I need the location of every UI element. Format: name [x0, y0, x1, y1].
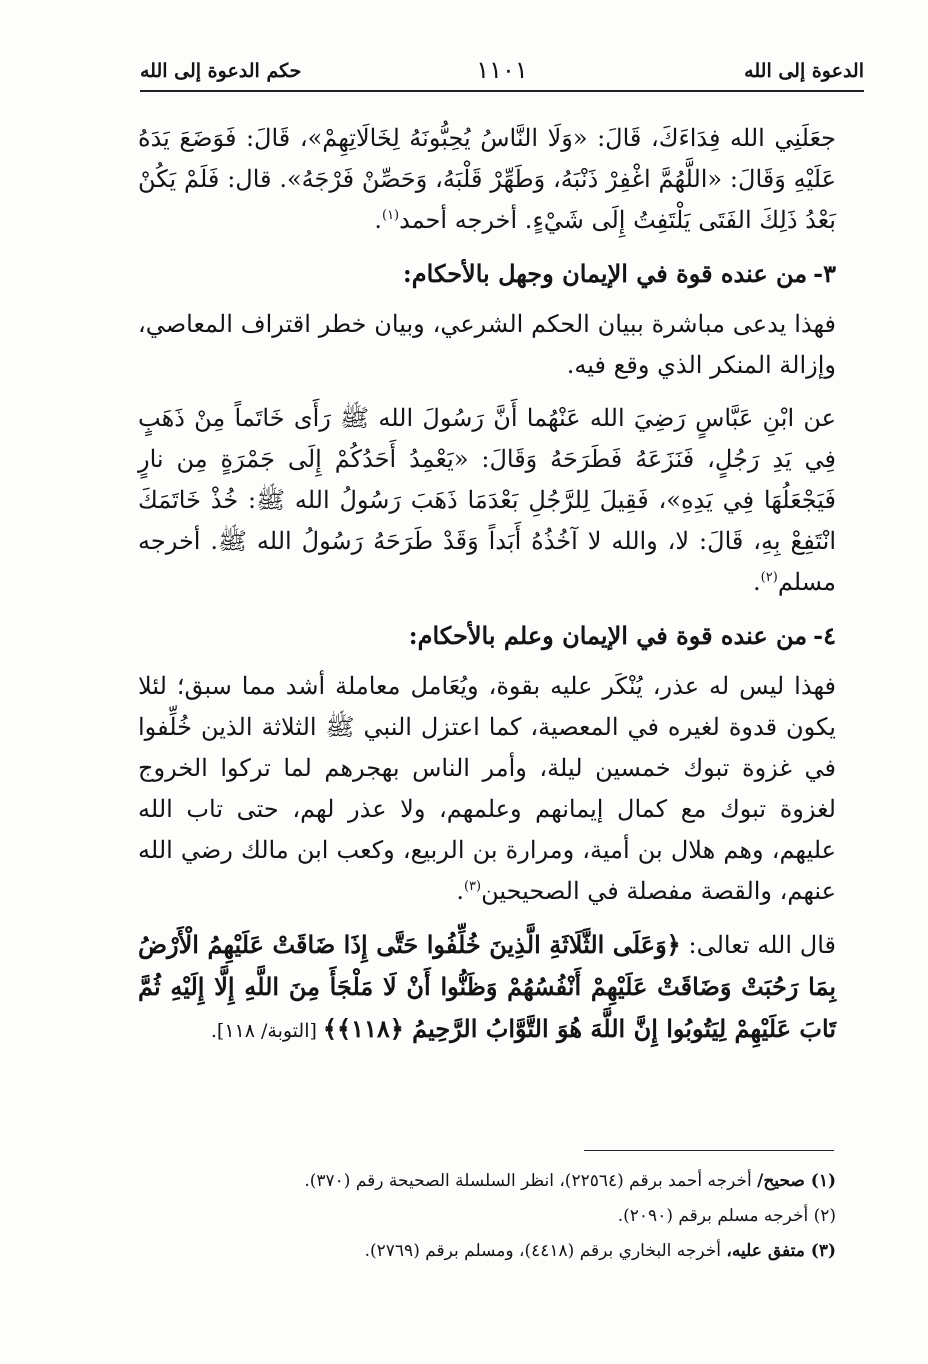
footnotes	[138, 1164, 836, 1269]
footnote-3	[138, 1234, 836, 1269]
running-title-right: الدعوة إلى الله	[744, 60, 864, 82]
paragraph-tabuk	[138, 666, 836, 912]
section-heading-4	[138, 615, 836, 656]
heading-text: من عنده قوة في الإيمان وجهل بالأحكام:	[402, 259, 808, 288]
verse-intro: قال الله تعالى:	[680, 931, 836, 959]
footnote-label: (١) صحيح/	[757, 1171, 836, 1191]
section-heading-3	[138, 253, 836, 294]
footnote-ref-2: (٢)	[760, 570, 778, 585]
paragraph-text: جعَلَنِي الله فِدَاءَكَ، قَالَ: «وَلَا النَّاسُ يُحِبُّونَهُ لِخَالَاتِهِمْ»، قَالَ: فَوَضَعَ يَدَهُ عَلَيْهِ وَقَالَ: «اللَّهُمَّ اغْفِرْ ذَنْبَهُ، وَطَهِّرْ قَلْبَهُ، وَحَصِّنْ فَرْجَهُ». قال: فَلَمْ يَكُنْ بَعْدُ ذَلِكَ الفَتَى يَلْتَفِتُ إِلَى شَيْءٍ. أخرجه أحمد	[138, 124, 836, 234]
paragraph-end: .	[456, 877, 464, 905]
header-divider	[140, 90, 864, 92]
quran-verse: ﴿وَعَلَى الثَّلَاثَةِ الَّذِينَ خُلِّفُوا حَتَّى إِذَا ضَاقَتْ عَلَيْهِمُ الْأَرْضُ بِمَا رَحُبَتْ وَضَاقَتْ عَلَيْهِمْ أَنْفُسُهُمْ وَظَنُّوا أَنْ لَا مَلْجَأَ مِنَ اللَّهِ إِلَّا إِلَيْهِ ثُمَّ تَابَ عَلَيْهِمْ لِيَتُوبُوا إِنَّ اللَّهَ هُوَ التَّوَّابُ الرَّحِيمُ ﴿١١٨﴾﴾	[138, 930, 836, 1043]
paragraph-hadith-ring	[138, 398, 836, 603]
footnote-2: (٢) أخرجه مسلم برقم (٢٠٩٠).	[617, 1206, 836, 1226]
footnote-divider	[584, 1150, 834, 1151]
footnote-1	[138, 1164, 836, 1199]
paragraph-end: .	[374, 206, 382, 234]
footnote-ref-3: (٣)	[463, 879, 482, 894]
page-number: ١١٠١	[476, 56, 528, 84]
footnote-label: (٣) متفق عليه،	[726, 1241, 836, 1261]
paragraph-text: فهذا ليس له عذر، يُنْكَر عليه بقوة، ويُعَامل معاملة أشد مما سبق؛ لئلا يكون قدوة لغيره في المعصية، كما اعتزل النبي ﷺ الثلاثة الذين خُلِّفوا في غزوة تبوك خمسين ليلة، وأمر الناس بهجرهم لما تركوا الخروج لغزوة تبوك مع كمال إيمانهم وعلمهم، ولا عذر لهم، حتى تاب الله عليهم، وهم هلال بن أمية، ومرارة بن الربيع، وكعب ابن مالك رضي الله عنهم، والقصة مفصلة في الصحيحين	[138, 672, 836, 905]
heading-text: من عنده قوة في الإيمان وعلم بالأحكام:	[408, 621, 808, 650]
paragraph-ruling: فهذا يدعى مباشرة ببيان الحكم الشرعي، وبيان خطر اقتراف المعاصي، وإزالة المنكر الذي وقع فيه.	[138, 310, 836, 379]
footnote-text: أخرجه أحمد برقم (٢٢٥٦٤)، انظر السلسلة الصحيحة رقم (٣٧٠).	[304, 1171, 758, 1191]
main-text	[138, 118, 836, 1064]
footnote-text: أخرجه البخاري برقم (٤٤١٨)، ومسلم برقم (٢٧٦٩).	[364, 1241, 727, 1261]
page-header	[140, 56, 864, 92]
paragraph-quran-verse	[138, 924, 836, 1052]
heading-number: ٤-	[813, 621, 836, 650]
paragraph-end: .	[753, 568, 761, 596]
running-title-left: حكم الدعوة إلى الله	[140, 60, 302, 82]
footnote-ref-1: (١)	[381, 208, 400, 223]
paragraph-hadith-ending	[138, 118, 836, 241]
verse-reference: [التوبة/ ١١٨].	[210, 1020, 323, 1042]
paragraph-text: عن ابْنِ عَبَّاسٍ رَضِيَ الله عَنْهُما أَنَّ رَسُولَ الله ﷺ رَأَى خَاتَماً مِنْ ذَهَبٍ فِي يَدِ رَجُلٍ، فَنَزَعَهُ فَطَرَحَهُ وَقَالَ: «يَعْمِدُ أَحَدُكُمْ إِلَى جَمْرَةٍ مِن نارٍ فَيَجْعَلُهَا فِي يَدِهِ»، فَقِيلَ لِلرَّجُلِ بَعْدَمَا ذَهَبَ رَسُولُ الله ﷺ: خُذْ خَاتَمَكَ انْتَفِعْ بِهِ، قَالَ: لا، والله لا آخُذُهُ أَبَداً وَقَدْ طَرَحَهُ رَسُولُ الله ﷺ. أخرجه مسلم	[138, 404, 836, 596]
heading-number: ٣-	[813, 259, 836, 288]
